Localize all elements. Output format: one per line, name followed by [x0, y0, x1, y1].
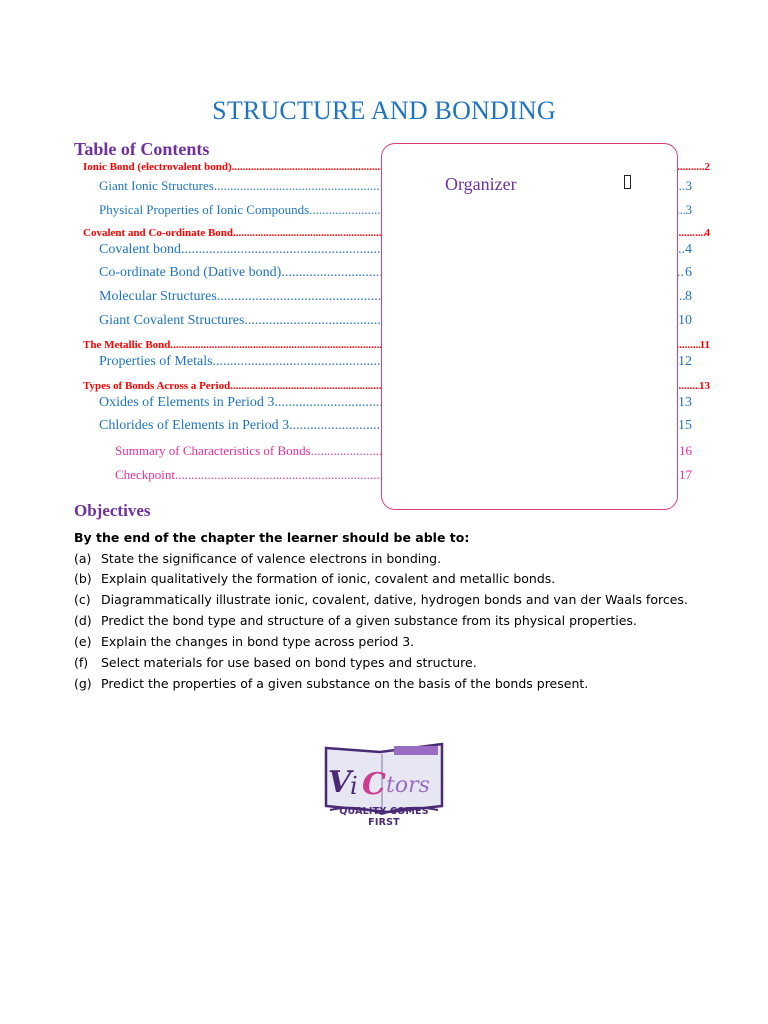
- toc-entry-text: Co-ordinate Bond (Dative bond): [99, 265, 282, 280]
- organizer-panel: [381, 143, 678, 510]
- objective-text: Predict the properties of a given substance on the basis of the bonds present.: [101, 676, 589, 691]
- toc-entry-page: 2: [704, 161, 710, 173]
- objective-item: [74, 551, 441, 566]
- toc-entry-page: 13: [699, 380, 710, 392]
- toc-entry-page: 11: [699, 339, 710, 351]
- objective-text: Explain the changes in bond type across period 3.: [101, 634, 415, 649]
- toc-entry-text: Covalent bond: [99, 242, 182, 257]
- toc-entry-text: Giant Covalent Structures: [99, 313, 245, 328]
- objective-label: (a): [74, 551, 92, 566]
- toc-heading: Table of Contents: [74, 139, 210, 159]
- svg-text:C: C: [362, 767, 386, 802]
- toc-entry-page: 4: [704, 227, 710, 239]
- toc-entry-text: Oxides of Elements in Period 3: [99, 395, 275, 410]
- objective-item: [74, 592, 688, 607]
- logo-tagline: QUALITY COMES FIRST: [339, 806, 429, 828]
- objective-label: (c): [74, 592, 91, 607]
- toc-entry-text: Physical Properties of Ionic Compounds: [99, 202, 310, 217]
- missing-glyph-icon[interactable]: [624, 175, 631, 189]
- toc-entry-page: 13: [678, 395, 692, 410]
- organizer-label: Organizer: [445, 174, 517, 194]
- toc-entry-page: 15: [678, 418, 692, 433]
- objective-label: (b): [74, 571, 92, 586]
- toc-entry-text: Types of Bonds Across a Period: [83, 380, 231, 392]
- toc-entry-page: 3: [685, 202, 692, 217]
- toc-entry-page: 10: [678, 313, 692, 328]
- svg-text:i: i: [350, 772, 358, 800]
- objective-label: (e): [74, 634, 92, 649]
- objectives-heading: Objectives: [74, 501, 151, 520]
- objective-label: (f): [74, 655, 89, 670]
- document-title: STRUCTURE AND BONDING: [212, 96, 556, 125]
- toc-entry-text: Summary of Characteristics of Bonds: [115, 443, 311, 458]
- objective-label: (g): [74, 676, 92, 691]
- toc-entry-text: Molecular Structures: [99, 289, 217, 304]
- objective-item: [74, 634, 414, 649]
- objective-text: Diagrammatically illustrate ionic, covalent, dative, hydrogen bonds and van der Waals forces.: [101, 592, 688, 607]
- toc-entry-page: 17: [679, 467, 692, 482]
- objective-text: Select materials for use based on bond types and structure.: [101, 655, 477, 670]
- toc-entry-text: The Metallic Bond: [83, 339, 171, 351]
- toc-entry-text: Giant Ionic Structures: [99, 178, 214, 193]
- objective-item: [74, 613, 637, 628]
- objectives-intro: By the end of the chapter the learner should be able to:: [74, 530, 470, 545]
- toc-entry-text: Covalent and Co-ordinate Bond: [83, 227, 234, 239]
- svg-text:V: V: [328, 765, 352, 800]
- toc-entry-page: 3: [685, 178, 692, 193]
- toc-entry-text: Properties of Metals: [99, 354, 213, 369]
- objective-text: State the significance of valence electrons in bonding.: [101, 551, 442, 566]
- objective-item: [74, 571, 555, 586]
- toc-entry-page: 4: [685, 242, 692, 257]
- toc-entry-page: 6: [685, 265, 692, 280]
- toc-entry-page: 8: [685, 289, 692, 304]
- toc-entry-text: Chlorides of Elements in Period 3: [99, 418, 290, 433]
- objective-text: Predict the bond type and structure of a given substance from its physical properties.: [101, 613, 637, 628]
- toc-entry-page: 12: [678, 354, 692, 369]
- objective-label: (d): [74, 613, 92, 628]
- svg-text:tors: tors: [386, 773, 430, 798]
- toc-entry-page: 16: [679, 443, 692, 458]
- objective-item: [74, 676, 588, 691]
- toc-entry-text: Ionic Bond (electrovalent bond): [83, 161, 232, 173]
- toc-entry-text: Checkpoint: [115, 467, 175, 482]
- objective-text: Explain qualitatively the formation of ionic, covalent and metallic bonds.: [101, 571, 556, 586]
- objective-item: [74, 655, 477, 670]
